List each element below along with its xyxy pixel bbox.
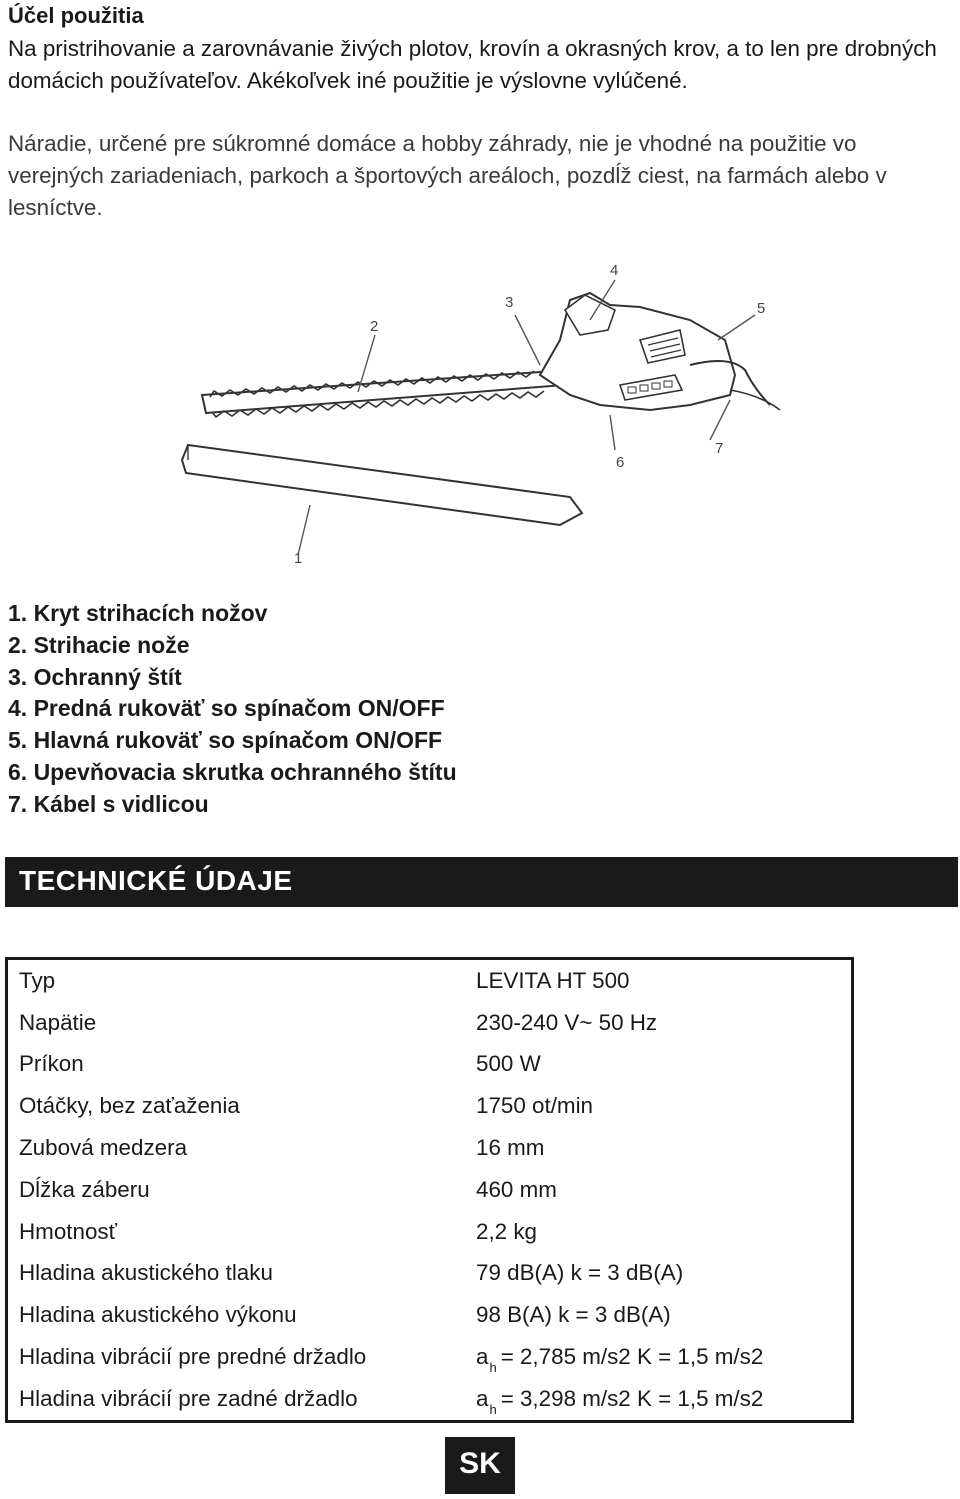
table-row [7,1169,853,1211]
spec-value-text: = 2,785 m/s2 K = 1,5 m/s2 [500,1344,764,1370]
spec-label: Napätie [19,1009,97,1035]
list-item: 6. Upevňovacia skrutka ochranného štítu [8,758,457,785]
spec-value: 460 mm [476,1176,557,1202]
table-row [7,1044,853,1086]
spec-value [464,1336,853,1378]
list-item: 7. Kábel s vidlicou [8,790,209,817]
spec-value: 79 dB(A) k = 3 dB(A) [476,1260,684,1286]
spec-value: 98 B(A) k = 3 dB(A) [476,1302,671,1328]
table-row [7,1336,853,1378]
spec-value-symbol: a [476,1385,489,1411]
spec-label: Hmotnosť [19,1218,117,1244]
table-row [7,1211,853,1253]
callout-3: 3 [505,294,514,311]
section-title: Účel použitia [8,3,144,28]
parts-list [8,598,457,821]
list-item: 4. Predná rukoväť so spínačom ON/OFF [8,695,445,722]
list-item: 3. Ochranný štít [8,663,182,690]
table-row [7,1378,853,1421]
spec-value-text: = 3,298 m/s2 K = 1,5 m/s2 [500,1385,764,1411]
spec-label: Otáčky, bez zaťaženia [19,1093,240,1119]
spec-label: Hladina vibrácií pre zadné držadlo [19,1385,358,1411]
spec-label: Zubová medzera [19,1135,188,1161]
spec-label: Dĺžka záberu [19,1176,150,1202]
language-code: SK [459,1447,501,1480]
restriction-paragraph: Náradie, určené pre súkromné domáce a hobby záhrady, nie je vhodné na použitie vo verejných zariadeniach, parkoch a športových areáloch, pozdĺž ciest, na farmách alebo v lesníctve. [8,131,887,220]
list-item: 1. Kryt strihacích nožov [8,600,268,626]
table-row [7,1127,853,1169]
trimmer-body-illustration [540,293,780,410]
table-row [7,1002,853,1044]
callout-5: 5 [757,300,766,317]
hedge-trimmer-diagram [170,245,790,575]
spec-value-symbol: a [476,1344,489,1370]
purpose-paragraph: Na pristrihovanie a zarovnávanie živých plotov, krovín a okrasných krov, a to len pre drobných domácich používateľov. Akékoľvek iné použitie je výslovne vylúčené. [8,36,937,93]
spec-label: Hladina vibrácií pre predné držadlo [19,1344,367,1370]
table-row [7,959,853,1002]
spec-label: Typ [19,967,56,993]
callout-2: 2 [370,318,379,335]
callout-7: 7 [715,440,724,457]
spec-value: 1750 ot/min [476,1093,594,1119]
spec-value [464,1378,853,1421]
spec-label: Hladina akustického výkonu [19,1302,297,1328]
spec-value: 500 W [476,1051,541,1077]
spec-value-subscript: h [489,1401,497,1417]
spec-value: 16 mm [476,1135,545,1161]
spec-value: 2,2 kg [476,1218,537,1244]
cutting-blades-illustration [202,370,590,417]
callout-1: 1 [294,550,303,567]
spec-value: 230-240 V~ 50 Hz [476,1009,658,1035]
list-item: 5. Hlavná rukoväť so spínačom ON/OFF [8,727,443,754]
technical-data-banner [5,857,958,907]
callout-4: 4 [610,262,619,279]
blade-cover-illustration [182,445,582,525]
technical-data-heading: TECHNICKÉ ÚDAJE [19,865,293,896]
spec-value-subscript: h [489,1360,497,1376]
language-badge [445,1437,515,1494]
table-row [7,1085,853,1127]
specs-table [5,957,854,1423]
callout-6: 6 [616,454,625,471]
table-row [7,1253,853,1295]
table-row [7,1294,853,1336]
list-item: 2. Strihacie nože [8,631,190,658]
spec-label: Príkon [19,1051,84,1077]
spec-value: LEVITA HT 500 [476,967,630,993]
spec-label: Hladina akustického tlaku [19,1260,273,1286]
